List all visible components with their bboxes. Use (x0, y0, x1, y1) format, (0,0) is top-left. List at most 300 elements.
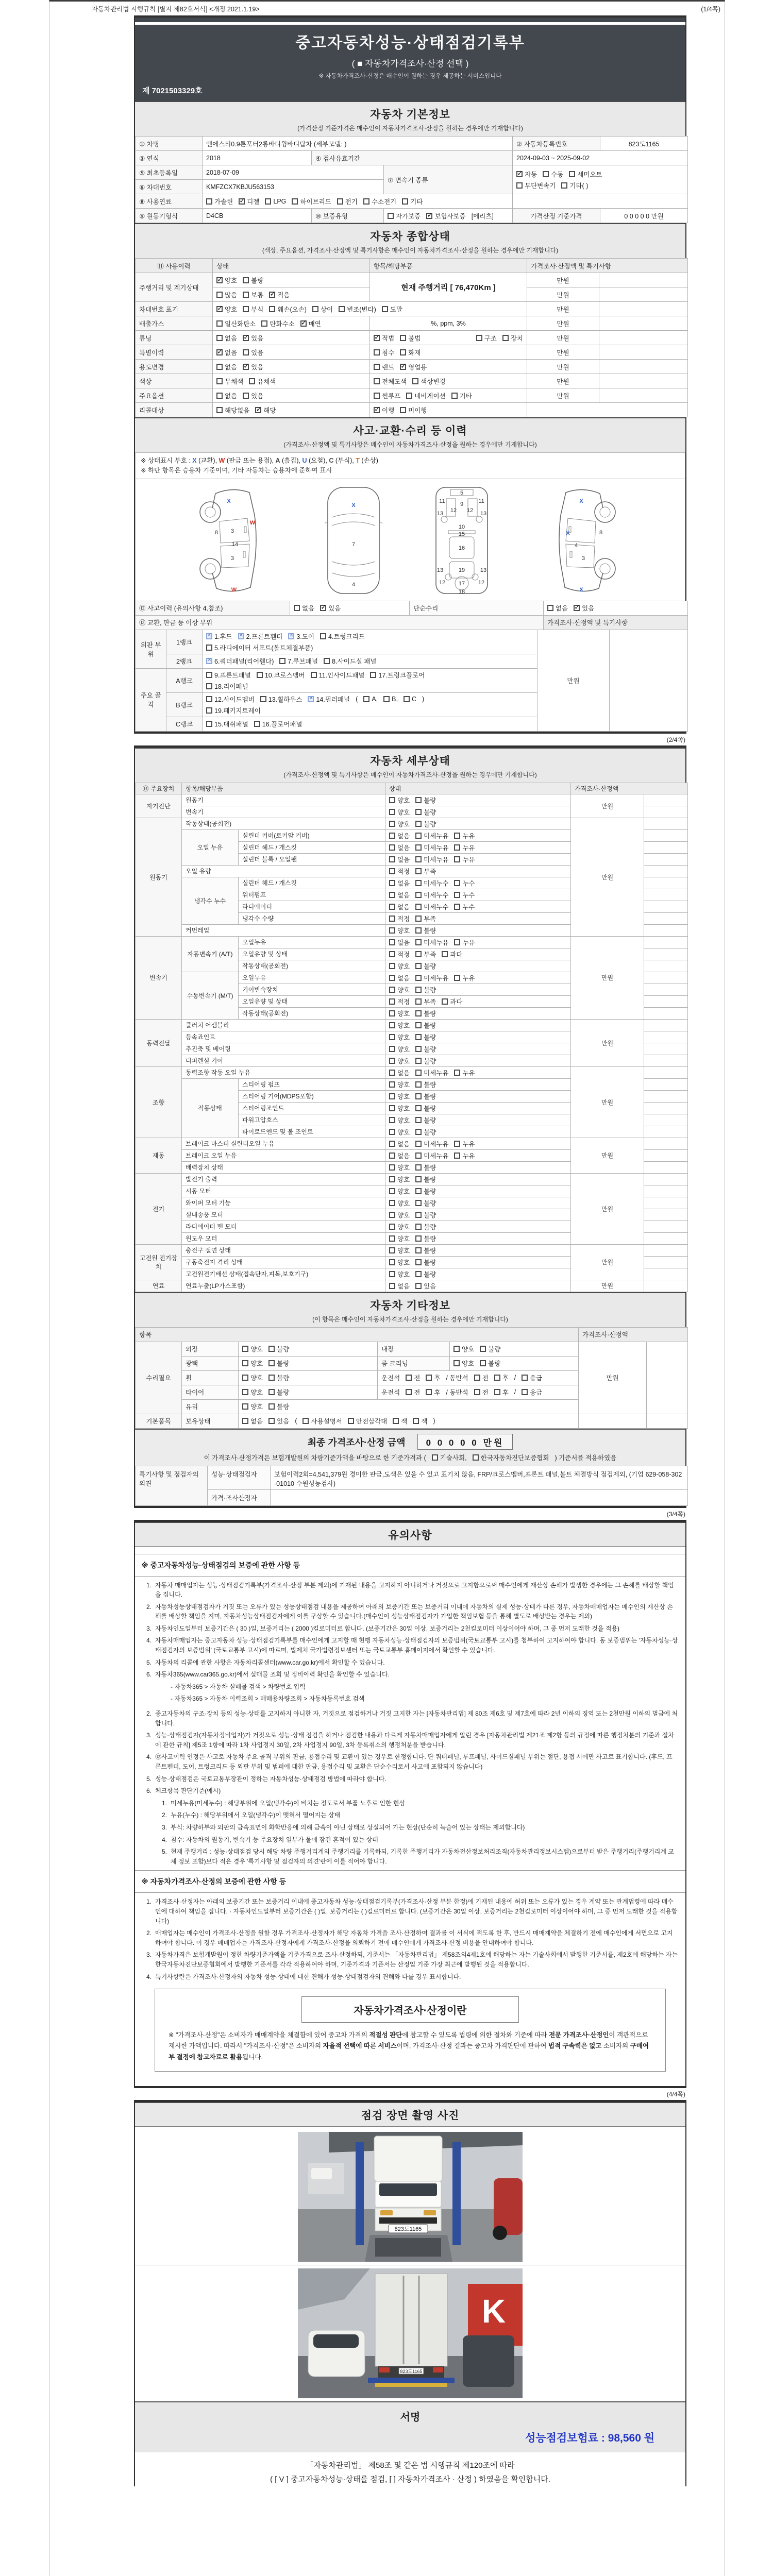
checkbox-checked[interactable] (308, 694, 350, 704)
checkbox-box[interactable] (363, 696, 369, 702)
checkbox-unchecked[interactable] (415, 961, 436, 971)
checkbox-unchecked[interactable] (415, 831, 448, 840)
checkbox-box[interactable] (389, 1081, 395, 1088)
checkbox-unchecked[interactable] (206, 719, 248, 728)
checkbox-unchecked[interactable] (406, 391, 445, 400)
checkbox-box[interactable] (502, 335, 509, 341)
checkbox-unchecked[interactable] (389, 831, 410, 840)
checkbox-checked[interactable] (216, 276, 237, 285)
checkbox-box[interactable] (415, 880, 422, 886)
checkbox-unchecked[interactable] (370, 670, 425, 680)
checkbox-box[interactable] (216, 335, 223, 341)
checkbox-unchecked[interactable] (415, 1115, 436, 1125)
checkbox-box[interactable] (415, 1141, 422, 1147)
checkbox-unchecked[interactable] (292, 197, 331, 206)
checkbox-box[interactable] (206, 696, 212, 702)
checkbox-box[interactable] (389, 1010, 395, 1016)
checkbox-box[interactable] (415, 1212, 422, 1218)
checkbox-box[interactable] (415, 1259, 422, 1265)
checkbox-box[interactable] (243, 306, 249, 312)
checkbox-box[interactable] (389, 1164, 395, 1171)
checkbox-box[interactable] (216, 320, 223, 327)
checkbox-box[interactable] (389, 963, 395, 969)
checkbox-box[interactable] (254, 721, 260, 727)
checkbox-unchecked[interactable] (389, 926, 410, 935)
checkbox-unchecked[interactable] (389, 867, 410, 876)
checkbox-box[interactable] (406, 393, 412, 399)
checkbox-unchecked[interactable] (473, 1453, 549, 1462)
checkbox-box[interactable] (415, 939, 422, 945)
checkbox-unchecked[interactable] (522, 1373, 542, 1382)
checkbox-box[interactable] (389, 1235, 395, 1242)
checkbox-unchecked[interactable] (389, 985, 410, 994)
checkbox-box[interactable] (415, 1034, 422, 1040)
checkbox-box[interactable] (320, 633, 326, 639)
checkbox-unchecked[interactable] (400, 348, 421, 357)
checkbox-unchecked[interactable] (442, 950, 462, 959)
checkbox-box[interactable] (260, 696, 266, 702)
checkbox-unchecked[interactable] (374, 391, 400, 400)
checkbox-unchecked[interactable] (382, 304, 402, 314)
checkbox-box[interactable] (239, 198, 245, 205)
checkbox-unchecked[interactable] (389, 1044, 410, 1054)
checkbox-checked[interactable] (574, 603, 594, 613)
checkbox-box[interactable] (454, 1153, 460, 1159)
checkbox-box[interactable] (415, 1283, 422, 1289)
checkbox-box[interactable] (389, 1058, 395, 1064)
checkbox-unchecked[interactable] (206, 682, 248, 691)
checkbox-box[interactable] (389, 892, 395, 898)
checkbox-box[interactable] (216, 407, 223, 413)
checkbox-unchecked[interactable] (415, 843, 448, 852)
checkbox-box[interactable] (374, 349, 380, 355)
checkbox-unchecked[interactable] (502, 333, 523, 343)
checkbox-unchecked[interactable] (415, 1139, 448, 1148)
checkbox-box[interactable] (400, 407, 406, 413)
checkbox-unchecked[interactable] (415, 1175, 436, 1184)
checkbox-box[interactable] (242, 1375, 248, 1381)
checkbox-box[interactable] (242, 1360, 248, 1366)
checkbox-box[interactable] (412, 378, 418, 384)
checkbox-box[interactable] (404, 696, 410, 702)
checkbox-unchecked[interactable] (389, 1021, 410, 1030)
checkbox-box[interactable] (453, 1360, 460, 1366)
checkbox-unchecked[interactable] (389, 961, 410, 971)
checkbox-box[interactable] (432, 1454, 438, 1461)
checkbox-unchecked[interactable] (389, 890, 410, 900)
checkbox-unchecked[interactable] (454, 1139, 475, 1148)
checkbox-unchecked[interactable] (415, 1210, 436, 1219)
checkbox-checked[interactable] (300, 319, 321, 328)
checkbox-box[interactable] (206, 633, 212, 639)
checkbox-unchecked[interactable] (206, 197, 233, 206)
checkbox-box[interactable] (415, 1117, 422, 1123)
checkbox-checked[interactable] (269, 290, 290, 299)
checkbox-box[interactable] (415, 856, 422, 862)
checkbox-unchecked[interactable] (415, 795, 436, 805)
checkbox-box[interactable] (415, 1224, 422, 1230)
checkbox-box[interactable] (243, 335, 249, 341)
checkbox-box[interactable] (454, 1141, 460, 1147)
checkbox-unchecked[interactable] (432, 1453, 467, 1462)
checkbox-box[interactable] (454, 892, 460, 898)
checkbox-box[interactable] (389, 1224, 395, 1230)
checkbox-box[interactable] (388, 213, 394, 219)
checkbox-unchecked[interactable] (265, 198, 286, 205)
checkbox-checked[interactable] (516, 170, 537, 179)
checkbox-box[interactable] (268, 1389, 275, 1395)
checkbox-unchecked[interactable] (404, 696, 416, 703)
checkbox-box[interactable] (308, 696, 314, 702)
checkbox-box[interactable] (374, 407, 380, 413)
checkbox-unchecked[interactable] (243, 276, 263, 285)
checkbox-unchecked[interactable] (494, 1373, 509, 1382)
checkbox-unchecked[interactable] (389, 914, 410, 923)
checkbox-box[interactable] (242, 1346, 248, 1352)
checkbox-checked[interactable] (255, 405, 276, 415)
checkbox-box[interactable] (400, 335, 406, 341)
checkbox-box[interactable] (569, 171, 575, 177)
checkbox-unchecked[interactable] (415, 1269, 436, 1279)
checkbox-unchecked[interactable] (415, 890, 448, 900)
checkbox-unchecked[interactable] (243, 304, 263, 314)
checkbox-unchecked[interactable] (451, 391, 472, 400)
checkbox-box[interactable] (300, 320, 307, 327)
checkbox-box[interactable] (415, 1271, 422, 1277)
checkbox-unchecked[interactable] (242, 1402, 263, 1411)
checkbox-unchecked[interactable] (474, 1387, 489, 1397)
checkbox-unchecked[interactable] (415, 819, 436, 828)
checkbox-box[interactable] (268, 1418, 275, 1424)
checkbox-unchecked[interactable] (242, 1373, 263, 1382)
checkbox-unchecked[interactable] (413, 1416, 427, 1426)
checkbox-unchecked[interactable] (454, 1068, 475, 1077)
checkbox-unchecked[interactable] (415, 1163, 436, 1172)
checkbox-unchecked[interactable] (389, 795, 410, 805)
checkbox-box[interactable] (389, 1046, 395, 1052)
checkbox-box[interactable] (415, 1176, 422, 1182)
checkbox-box[interactable] (415, 1022, 422, 1028)
checkbox-box[interactable] (415, 809, 422, 815)
checkbox-box[interactable] (389, 833, 395, 839)
checkbox-unchecked[interactable] (294, 603, 314, 613)
checkbox-unchecked[interactable] (363, 696, 378, 703)
checkbox-box[interactable] (389, 880, 395, 886)
checkbox-box[interactable] (454, 880, 460, 886)
checkbox-unchecked[interactable] (406, 1387, 420, 1397)
checkbox-checked[interactable] (243, 362, 263, 371)
checkbox-box[interactable] (269, 306, 275, 312)
checkbox-box[interactable] (473, 1454, 479, 1461)
checkbox-box[interactable] (389, 868, 395, 874)
checkbox-unchecked[interactable] (303, 1416, 342, 1426)
checkbox-box[interactable] (389, 1022, 395, 1028)
checkbox-unchecked[interactable] (415, 1281, 436, 1291)
checkbox-box[interactable] (442, 951, 448, 957)
checkbox-checked[interactable] (400, 362, 427, 371)
checkbox-unchecked[interactable] (442, 997, 462, 1006)
checkbox-box[interactable] (216, 349, 223, 355)
checkbox-box[interactable] (389, 1141, 395, 1147)
checkbox-box[interactable] (415, 1058, 422, 1064)
checkbox-unchecked[interactable] (389, 1187, 410, 1196)
checkbox-box[interactable] (261, 320, 267, 327)
checkbox-unchecked[interactable] (426, 1387, 440, 1397)
checkbox-checked[interactable] (288, 632, 314, 641)
checkbox-box[interactable] (206, 645, 212, 651)
checkbox-unchecked[interactable] (312, 304, 333, 314)
checkbox-unchecked[interactable] (324, 656, 376, 666)
checkbox-unchecked[interactable] (389, 1234, 410, 1243)
checkbox-box[interactable] (320, 605, 326, 611)
checkbox-unchecked[interactable] (206, 706, 261, 715)
checkbox-unchecked[interactable] (389, 1258, 410, 1267)
checkbox-box[interactable] (374, 378, 380, 384)
checkbox-unchecked[interactable] (389, 950, 410, 959)
checkbox-box[interactable] (389, 1117, 395, 1123)
checkbox-unchecked[interactable] (257, 670, 305, 680)
checkbox-box[interactable] (415, 1129, 422, 1135)
checkbox-checked[interactable] (206, 656, 274, 666)
checkbox-box[interactable] (426, 213, 432, 219)
checkbox-unchecked[interactable] (216, 362, 237, 371)
checkbox-unchecked[interactable] (415, 878, 448, 888)
checkbox-box[interactable] (374, 335, 380, 341)
checkbox-box[interactable] (454, 844, 460, 851)
checkbox-unchecked[interactable] (415, 1056, 436, 1065)
checkbox-unchecked[interactable] (389, 1222, 410, 1231)
checkbox-unchecked[interactable] (415, 1234, 436, 1243)
checkbox-box[interactable] (243, 277, 249, 283)
checkbox-box[interactable] (522, 1375, 528, 1381)
checkbox-unchecked[interactable] (242, 1416, 263, 1426)
checkbox-box[interactable] (415, 833, 422, 839)
checkbox-box[interactable] (516, 171, 523, 177)
checkbox-unchecked[interactable] (339, 304, 376, 314)
checkbox-unchecked[interactable] (480, 1359, 500, 1368)
checkbox-unchecked[interactable] (389, 1198, 410, 1208)
checkbox-unchecked[interactable] (268, 1359, 289, 1368)
checkbox-unchecked[interactable] (260, 694, 303, 704)
checkbox-box[interactable] (389, 927, 395, 934)
checkbox-unchecked[interactable] (389, 855, 410, 864)
checkbox-unchecked[interactable] (337, 197, 358, 206)
checkbox-unchecked[interactable] (454, 1151, 475, 1160)
checkbox-unchecked[interactable] (363, 197, 396, 206)
checkbox-unchecked[interactable] (415, 973, 448, 982)
checkbox-unchecked[interactable] (412, 377, 445, 386)
checkbox-box[interactable] (415, 1200, 422, 1206)
checkbox-unchecked[interactable] (453, 1359, 474, 1368)
checkbox-unchecked[interactable] (522, 1387, 542, 1397)
checkbox-box[interactable] (415, 1164, 422, 1171)
checkbox-unchecked[interactable] (400, 333, 421, 343)
checkbox-box[interactable] (415, 1093, 422, 1099)
checkbox-unchecked[interactable] (415, 1044, 436, 1054)
checkbox-unchecked[interactable] (383, 696, 398, 703)
checkbox-unchecked[interactable] (216, 405, 249, 415)
checkbox-checked[interactable] (374, 405, 394, 415)
checkbox-unchecked[interactable] (415, 1246, 436, 1255)
checkbox-box[interactable] (389, 1271, 395, 1277)
checkbox-box[interactable] (415, 821, 422, 827)
checkbox-box[interactable] (480, 1360, 486, 1366)
checkbox-unchecked[interactable] (400, 405, 427, 415)
checkbox-box[interactable] (389, 1153, 395, 1159)
checkbox-unchecked[interactable] (243, 391, 263, 400)
checkbox-box[interactable] (268, 1346, 275, 1352)
checkbox-box[interactable] (268, 1360, 275, 1366)
checkbox-box[interactable] (242, 1403, 248, 1410)
checkbox-unchecked[interactable] (474, 1373, 489, 1382)
checkbox-unchecked[interactable] (415, 1068, 448, 1077)
checkbox-unchecked[interactable] (415, 807, 436, 817)
checkbox-unchecked[interactable] (206, 694, 255, 704)
checkbox-unchecked[interactable] (243, 348, 263, 357)
checkbox-box[interactable] (415, 1247, 422, 1253)
checkbox-unchecked[interactable] (393, 1416, 407, 1426)
checkbox-box[interactable] (216, 364, 223, 370)
checkbox-unchecked[interactable] (268, 1387, 289, 1397)
checkbox-box[interactable] (370, 672, 376, 678)
checkbox-unchecked[interactable] (415, 938, 448, 947)
checkbox-unchecked[interactable] (454, 855, 475, 864)
checkbox-unchecked[interactable] (415, 855, 448, 864)
checkbox-box[interactable] (474, 1375, 480, 1381)
checkbox-box[interactable] (389, 1070, 395, 1076)
checkbox-unchecked[interactable] (374, 362, 394, 371)
checkbox-unchecked[interactable] (569, 170, 602, 179)
checkbox-unchecked[interactable] (389, 1056, 410, 1065)
checkbox-box[interactable] (415, 1188, 422, 1194)
checkbox-box[interactable] (516, 182, 523, 189)
checkbox-checked[interactable] (374, 333, 394, 343)
checkbox-box[interactable] (415, 1235, 422, 1242)
checkbox-box[interactable] (415, 844, 422, 851)
checkbox-box[interactable] (363, 198, 369, 205)
checkbox-box[interactable] (415, 1105, 422, 1111)
checkbox-unchecked[interactable] (389, 807, 410, 817)
checkbox-box[interactable] (454, 904, 460, 910)
checkbox-unchecked[interactable] (415, 985, 436, 994)
checkbox-unchecked[interactable] (389, 1163, 410, 1172)
checkbox-unchecked[interactable] (261, 319, 294, 328)
checkbox-unchecked[interactable] (454, 843, 475, 852)
checkbox-unchecked[interactable] (216, 333, 237, 343)
checkbox-unchecked[interactable] (415, 1080, 436, 1089)
checkbox-unchecked[interactable] (268, 1416, 289, 1426)
checkbox-box[interactable] (389, 998, 395, 1005)
checkbox-box[interactable] (415, 868, 422, 874)
checkbox-unchecked[interactable] (389, 1104, 410, 1113)
checkbox-unchecked[interactable] (415, 867, 436, 876)
checkbox-unchecked[interactable] (389, 1139, 410, 1148)
checkbox-unchecked[interactable] (389, 1246, 410, 1255)
checkbox-unchecked[interactable] (216, 391, 237, 400)
checkbox-box[interactable] (383, 696, 390, 702)
checkbox-box[interactable] (206, 721, 212, 727)
checkbox-box[interactable] (415, 904, 422, 910)
checkbox-unchecked[interactable] (516, 181, 556, 190)
checkbox-box[interactable] (389, 987, 395, 993)
checkbox-unchecked[interactable] (389, 1210, 410, 1219)
checkbox-box[interactable] (243, 364, 249, 370)
checkbox-box[interactable] (389, 1283, 395, 1289)
checkbox-unchecked[interactable] (389, 1032, 410, 1042)
checkbox-box[interactable] (389, 797, 395, 803)
checkbox-unchecked[interactable] (415, 950, 436, 959)
checkbox-box[interactable] (415, 1153, 422, 1159)
checkbox-unchecked[interactable] (415, 1127, 436, 1137)
checkbox-box[interactable] (389, 1259, 395, 1265)
checkbox-unchecked[interactable] (206, 643, 313, 652)
checkbox-unchecked[interactable] (389, 1115, 410, 1125)
checkbox-unchecked[interactable] (415, 1032, 436, 1042)
checkbox-box[interactable] (454, 975, 460, 981)
checkbox-box[interactable] (206, 683, 212, 689)
checkbox-box[interactable] (389, 821, 395, 827)
checkbox-box[interactable] (415, 998, 422, 1005)
checkbox-unchecked[interactable] (426, 1373, 440, 1382)
checkbox-box[interactable] (415, 1046, 422, 1052)
checkbox-box[interactable] (426, 1389, 432, 1395)
checkbox-unchecked[interactable] (415, 1104, 436, 1113)
checkbox-box[interactable] (389, 904, 395, 910)
checkbox-unchecked[interactable] (454, 902, 475, 911)
checkbox-box[interactable] (400, 364, 406, 370)
checkbox-box[interactable] (238, 633, 244, 639)
checkbox-unchecked[interactable] (406, 1373, 420, 1382)
checkbox-box[interactable] (312, 306, 318, 312)
checkbox-box[interactable] (574, 605, 580, 611)
checkbox-box[interactable] (389, 1188, 395, 1194)
checkbox-box[interactable] (389, 809, 395, 815)
checkbox-checked[interactable] (238, 632, 283, 641)
checkbox-box[interactable] (415, 927, 422, 934)
checkbox-box[interactable] (442, 998, 448, 1005)
checkbox-unchecked[interactable] (389, 902, 410, 911)
checkbox-unchecked[interactable] (242, 1344, 263, 1353)
checkbox-unchecked[interactable] (561, 181, 588, 190)
checkbox-unchecked[interactable] (547, 603, 568, 613)
checkbox-box[interactable] (216, 277, 223, 283)
checkbox-box[interactable] (268, 1403, 275, 1410)
checkbox-unchecked[interactable] (415, 1222, 436, 1231)
checkbox-unchecked[interactable] (242, 1359, 263, 1368)
checkbox-unchecked[interactable] (254, 719, 303, 728)
checkbox-box[interactable] (389, 1247, 395, 1253)
checkbox-box[interactable] (476, 335, 482, 341)
checkbox-unchecked[interactable] (389, 1281, 410, 1291)
checkbox-box[interactable] (402, 198, 408, 205)
checkbox-unchecked[interactable] (374, 348, 394, 357)
checkbox-box[interactable] (243, 292, 249, 298)
checkbox-box[interactable] (242, 1418, 248, 1424)
checkbox-box[interactable] (415, 1070, 422, 1076)
checkbox-unchecked[interactable] (216, 290, 237, 299)
checkbox-box[interactable] (451, 393, 458, 399)
checkbox-box[interactable] (415, 975, 422, 981)
checkbox-box[interactable] (415, 963, 422, 969)
checkbox-box[interactable] (415, 797, 422, 803)
checkbox-box[interactable] (216, 393, 223, 399)
checkbox-checked[interactable] (216, 304, 237, 314)
checkbox-box[interactable] (494, 1389, 500, 1395)
checkbox-unchecked[interactable] (415, 1021, 436, 1030)
checkbox-box[interactable] (216, 306, 223, 312)
checkbox-box[interactable] (415, 892, 422, 898)
checkbox-unchecked[interactable] (269, 304, 307, 314)
